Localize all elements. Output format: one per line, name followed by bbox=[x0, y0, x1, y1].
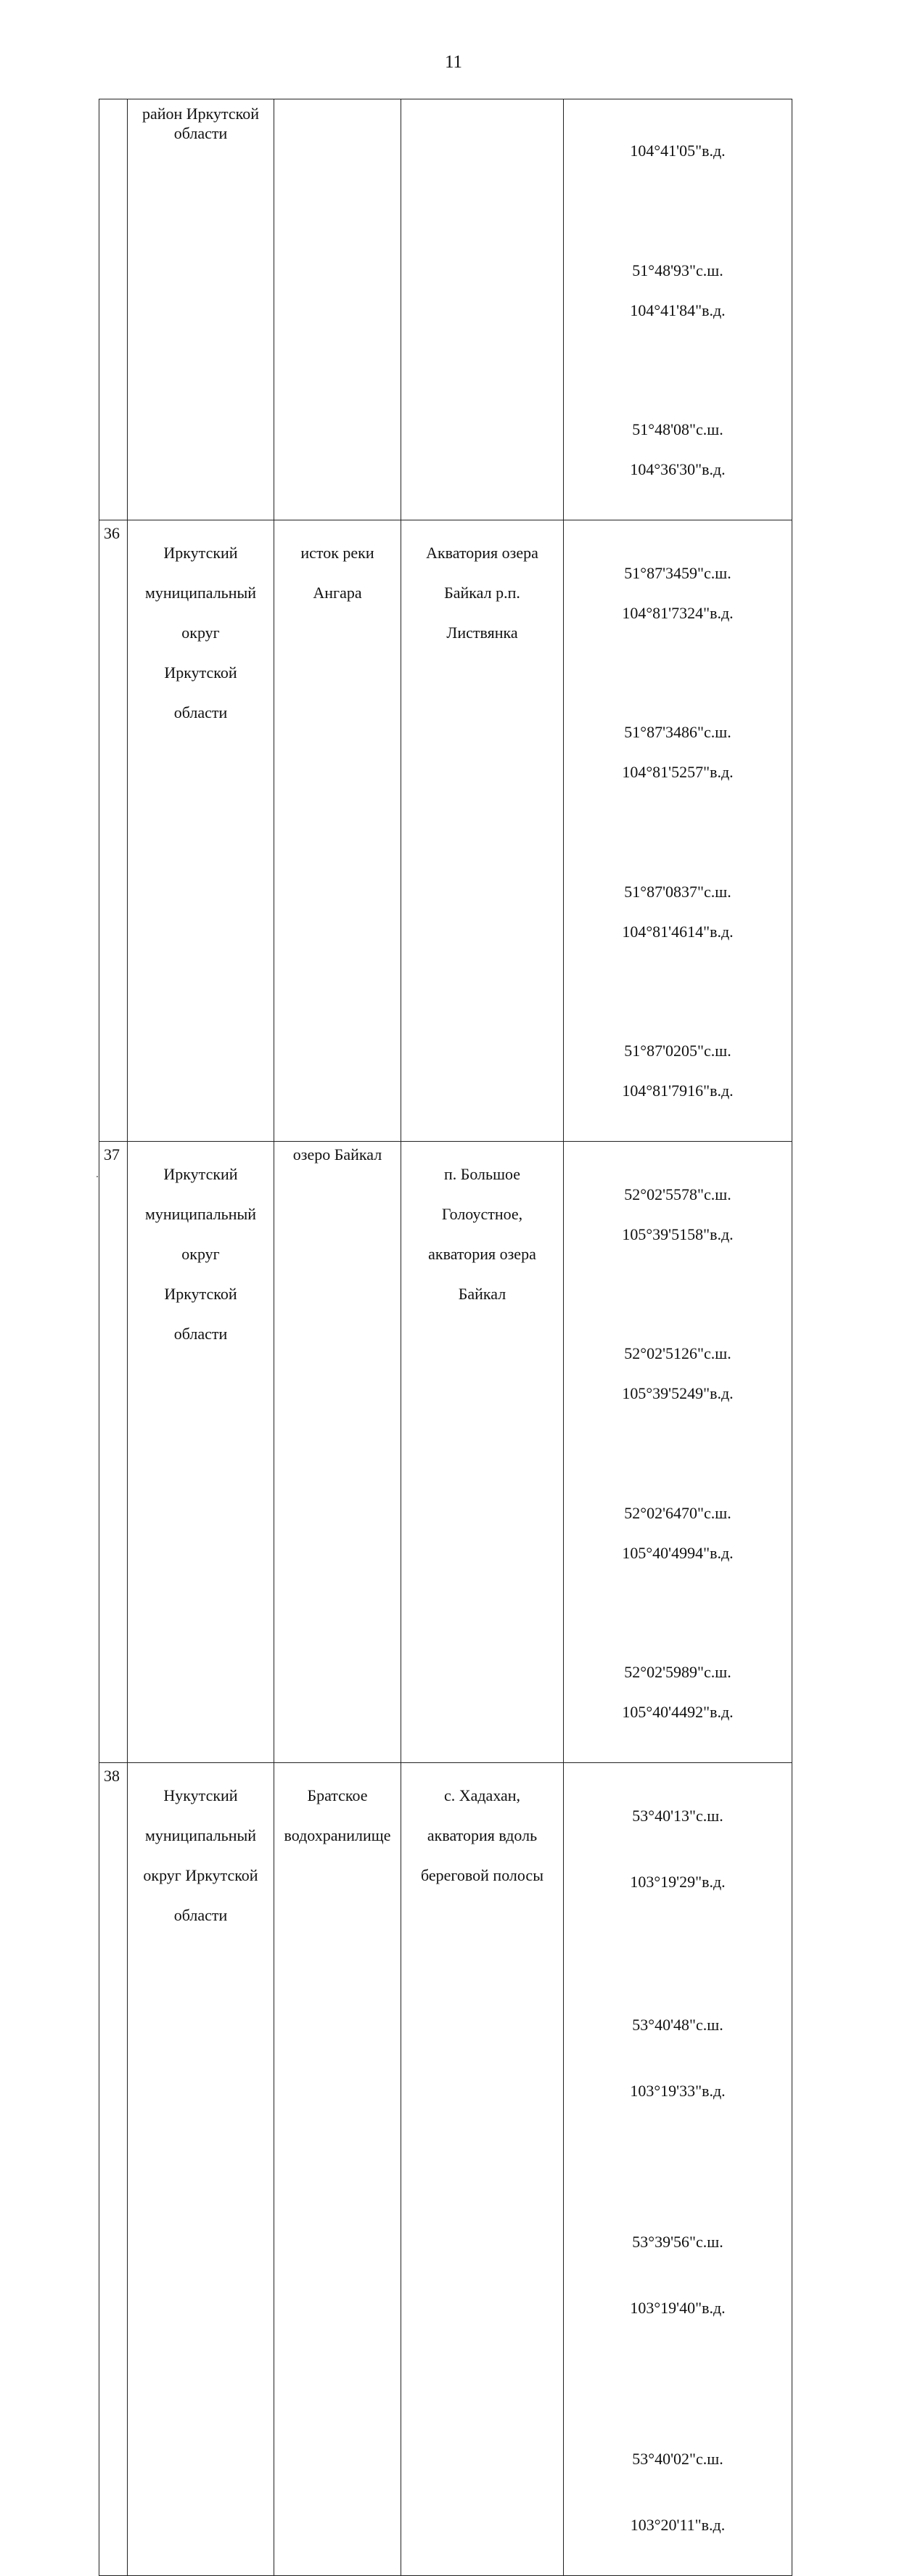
longitude: 104°81'7324"в.д. bbox=[622, 603, 734, 622]
water-object-cell bbox=[274, 1141, 401, 1762]
coordinate-pair bbox=[564, 1483, 792, 1583]
coordinate-pair bbox=[564, 2212, 792, 2338]
coordinate-pair bbox=[564, 240, 792, 340]
longitude: 104°41'05"в.д. bbox=[630, 142, 726, 160]
longitude: 105°40'4492"в.д. bbox=[622, 1703, 734, 1721]
place-cell bbox=[401, 1762, 564, 2575]
place-name: с. Хадахан, акватория вдоль береговой полосы bbox=[421, 1786, 543, 1884]
district-name: Нукутский муниципальный округ Иркутской области bbox=[143, 1786, 258, 1924]
longitude: 103°19'29"в.д. bbox=[630, 1873, 726, 1891]
longitude: 104°81'4614"в.д. bbox=[622, 922, 734, 941]
row-number bbox=[99, 99, 128, 520]
row-number: 38 bbox=[99, 1762, 128, 2575]
latitude: 51°48'08"с.ш. bbox=[632, 420, 723, 438]
latitude: 51°87'0837"с.ш. bbox=[624, 882, 731, 901]
coordinates-cell bbox=[564, 520, 792, 1141]
coordinate-pair bbox=[564, 2429, 792, 2555]
longitude: 103°19'40"в.д. bbox=[630, 2299, 726, 2317]
longitude: 105°39'5249"в.д. bbox=[622, 1384, 734, 1402]
latitude: 51°87'3459"с.ш. bbox=[624, 563, 731, 582]
coordinate-pair bbox=[564, 1164, 792, 1264]
latitude: 52°02'6470"с.ш. bbox=[624, 1503, 731, 1522]
latitude: 53°40'48"с.ш. bbox=[632, 2015, 723, 2034]
place-cell bbox=[401, 1141, 564, 1762]
table-row bbox=[99, 1141, 792, 1762]
place-cell bbox=[401, 520, 564, 1141]
longitude: 104°36'30"в.д. bbox=[630, 460, 726, 478]
table-row bbox=[99, 520, 792, 1141]
district-name: район Иркутской области bbox=[141, 105, 260, 142]
coordinate-pair bbox=[564, 862, 792, 962]
latitude: 53°39'56"с.ш. bbox=[632, 2232, 723, 2251]
water-object-name: исток реки Ангара bbox=[300, 544, 374, 602]
coordinates-cell bbox=[564, 99, 792, 520]
longitude: 104°81'7916"в.д. bbox=[622, 1081, 734, 1100]
coordinate-pair bbox=[564, 703, 792, 803]
latitude: 52°02'5126"с.ш. bbox=[624, 1344, 731, 1362]
page-number: 11 bbox=[444, 52, 463, 72]
coordinate-pair bbox=[564, 1021, 792, 1121]
coordinates-table bbox=[99, 99, 792, 2576]
scan-speck bbox=[97, 1176, 98, 1177]
place-cell bbox=[401, 99, 564, 520]
coordinate-pair bbox=[564, 400, 792, 500]
place-name: Акватория озера Байкал р.п. Листвянка bbox=[426, 544, 538, 642]
coordinates-cell bbox=[564, 1762, 792, 2575]
longitude: 104°41'84"в.д. bbox=[630, 300, 726, 319]
latitude: 51°87'0205"с.ш. bbox=[624, 1042, 731, 1060]
district-cell bbox=[128, 1141, 274, 1762]
latitude: 51°48'93"с.ш. bbox=[632, 261, 723, 279]
latitude: 52°02'5578"с.ш. bbox=[624, 1185, 731, 1203]
longitude: 105°40'4994"в.д. bbox=[622, 1543, 734, 1562]
row-number: 36 bbox=[99, 520, 128, 1141]
table-row bbox=[99, 99, 792, 520]
coordinate-pair bbox=[564, 1324, 792, 1424]
district-cell bbox=[128, 520, 274, 1141]
coordinate-pair bbox=[564, 121, 792, 181]
place-name: п. Большое Голоустное, акватория озера Байкал bbox=[428, 1165, 536, 1303]
longitude: 105°39'5158"в.д. bbox=[622, 1224, 734, 1243]
latitude: 51°87'3486"с.ш. bbox=[624, 723, 731, 741]
coordinates-cell bbox=[564, 1141, 792, 1762]
coordinate-pair bbox=[564, 1786, 792, 1912]
coordinate-pair bbox=[564, 543, 792, 643]
water-object-name: озеро Байкал bbox=[292, 1145, 382, 1164]
latitude: 53°40'02"с.ш. bbox=[632, 2449, 723, 2468]
water-object-cell bbox=[274, 1762, 401, 2575]
latitude: 52°02'5989"с.ш. bbox=[624, 1663, 731, 1681]
water-object-cell bbox=[274, 99, 401, 520]
row-number: 37 bbox=[99, 1141, 128, 1762]
district-name: Иркутский муниципальный округ Иркутской области bbox=[144, 544, 257, 721]
longitude: 104°81'5257"в.д. bbox=[622, 763, 734, 781]
water-object-name: Братское водохранилище bbox=[284, 1786, 391, 1844]
longitude: 103°19'33"в.д. bbox=[630, 2082, 726, 2100]
coordinate-pair bbox=[564, 1643, 792, 1743]
latitude: 53°40'13"с.ш. bbox=[632, 1806, 723, 1825]
district-cell bbox=[128, 99, 274, 520]
water-object-cell bbox=[274, 520, 401, 1141]
table-row bbox=[99, 1762, 792, 2575]
coordinate-pair bbox=[564, 1995, 792, 2121]
district-cell bbox=[128, 1762, 274, 2575]
district-name: Иркутский муниципальный округ Иркутской области bbox=[144, 1165, 257, 1343]
longitude: 103°20'11"в.д. bbox=[630, 2516, 726, 2534]
